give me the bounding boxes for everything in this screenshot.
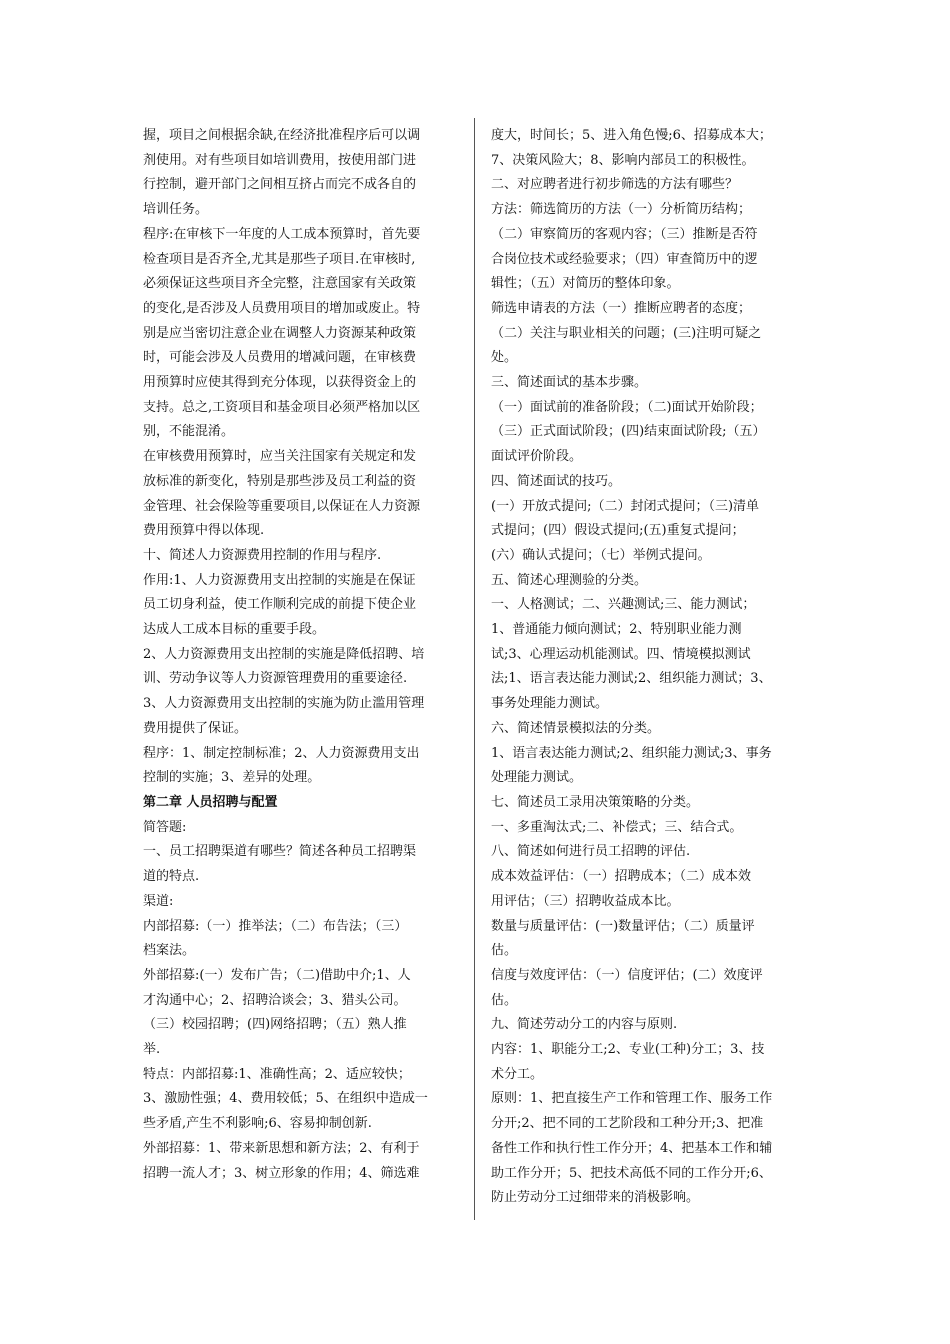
text-line: 方法：筛选简历的方法（一）分析简历结构； xyxy=(491,202,752,218)
text-line: 费用提供了保证。 xyxy=(143,720,248,736)
text-line: 度大，时间长；5、进入角色慢;6、招募成本大； xyxy=(491,128,772,143)
text-line: 式提问；(四）假设式提问;(五)重复式提问； xyxy=(491,523,745,539)
text-line: 一、多重淘汰式;二、补偿式；三、结合式。 xyxy=(491,819,743,835)
text-line: 内部招募:（一）推举法；（二）布告法；（三） xyxy=(143,918,408,934)
text-line: （三）校园招聘；(四)网络招聘；（五）熟人推 xyxy=(143,1017,407,1033)
text-line: 3、激励性强；4、费用较低；5、在组织中造成一 xyxy=(143,1091,428,1107)
text-line: 合岗位技术或经验要求；（四）审查简历中的逻 xyxy=(491,251,758,267)
text-line: 行控制，避开部门之间相互挤占而完不成各自的 xyxy=(143,177,417,193)
text-line: 术分工。 xyxy=(491,1066,544,1082)
text-line: 外部招募：1、带来新思想和新方法；2、有利于 xyxy=(143,1140,420,1156)
text-line: 用预算时应使其得到充分体现，以获得资金上的 xyxy=(143,375,417,391)
text-line: 内容：1、职能分工;2、专业(工种)分工；3、技 xyxy=(491,1042,765,1058)
text-line: (一）开放式提问;（二）封闭式提问；（三)清单 xyxy=(491,498,760,514)
chapter-heading: 第二章 人员招聘与配置 xyxy=(143,794,278,810)
text-line: 数量与质量评估：(一)数量评估；（二）质量评 xyxy=(491,918,755,934)
text-line: 估。 xyxy=(491,992,518,1008)
text-line: 四、简述面试的技巧。 xyxy=(491,473,622,489)
text-line: 原则：1、把直接生产工作和管理工作、服务工作 xyxy=(491,1091,773,1107)
text-line: 支持。总之,工资项目和基金项目必须严格加以区 xyxy=(143,399,421,415)
text-line: 放标准的新变化，特别是那些涉及员工利益的资 xyxy=(143,473,417,489)
text-line: 面试评价阶段。 xyxy=(491,449,583,465)
text-line: 档案法。 xyxy=(143,943,196,959)
text-line: （二）关注与职业相关的问题；(三)注明可疑之 xyxy=(491,325,762,341)
text-line: 试;3、心理运动机能测试。四、情境模拟测试 xyxy=(491,646,751,662)
text-line: 十、简述人力资源费用控制的作用与程序. xyxy=(143,547,382,563)
text-line: 培训任务。 xyxy=(143,202,209,218)
text-line: 检查项目是否齐全,尤其是那些子项目.在审核时, xyxy=(143,251,416,267)
text-line: 三、简述面试的基本步骤。 xyxy=(491,375,648,391)
text-line: 费用预算中得以体现. xyxy=(143,523,265,539)
text-line: 助工作分开；5、把技术高低不同的工作分开;6、 xyxy=(491,1165,772,1181)
right-text-column xyxy=(491,124,809,1211)
text-line: 五、简述心理测验的分类。 xyxy=(491,572,648,588)
text-line: 法;1、语言表达能力测试;2、组织能力测试；3、 xyxy=(491,671,772,687)
text-line: 外部招募:(一）发布广告；（二)借助中介;1、人 xyxy=(143,967,411,983)
text-line: 简答题: xyxy=(143,819,187,835)
text-line: （一）面试前的准备阶段；（二)面试开始阶段； xyxy=(491,399,763,415)
text-line: 分开;2、把不同的工艺阶段和工种分开;3、把准 xyxy=(491,1116,764,1132)
text-line: 一、员工招聘渠道有哪些？简述各种员工招聘渠 xyxy=(143,844,417,860)
text-line: 用评估；（三）招聘收益成本比。 xyxy=(491,893,680,909)
text-line: （二）审察简历的客观内容；（三）推断是否符 xyxy=(491,226,758,242)
text-line: 渠道: xyxy=(143,893,174,909)
left-text-column xyxy=(143,124,461,1186)
text-line: 2、人力资源费用支出控制的实施是降低招聘、培 xyxy=(143,646,425,662)
text-line: 举. xyxy=(143,1042,161,1058)
text-line: 八、简述如何进行员工招聘的评估. xyxy=(491,844,691,860)
text-line: 时，可能会涉及人员费用的增减问题，在审核费 xyxy=(143,350,417,366)
text-line: 剂使用。对有些项目如培训费用，按使用部门进 xyxy=(143,152,417,168)
text-line: 筛选申请表的方法（一）推断应聘者的态度； xyxy=(491,300,752,316)
text-line: 必须保证这些项目齐全完整，注意国家有关政策 xyxy=(143,276,417,292)
text-line: 金管理、社会保险等重要项目,以保证在人力资源 xyxy=(143,498,421,514)
text-line: 1、语言表达能力测试;2、组织能力测试;3、事务 xyxy=(491,745,772,761)
text-line: 作用:1、人力资源费用支出控制的实施是在保证 xyxy=(143,572,416,588)
text-line: 六、简述情景模拟法的分类。 xyxy=(491,720,661,736)
text-line: 达成人工成本目标的重要手段。 xyxy=(143,622,326,638)
text-line: 程序:在审核下一年度的人工成本预算时，首先要 xyxy=(143,226,421,242)
text-line: 辑性；（五）对简历的整体印象。 xyxy=(491,276,680,292)
text-line: 别，不能混淆。 xyxy=(143,424,235,440)
text-line: 道的特点. xyxy=(143,869,200,885)
text-line: 才沟通中心；2、招聘洽谈会；3、猎头公司。 xyxy=(143,992,407,1008)
text-line: 控制的实施；3、差异的处理。 xyxy=(143,770,321,786)
text-line: 握，项目之间根据余缺,在经济批准程序后可以调 xyxy=(143,128,421,143)
text-line: 训、劳动争议等人力资源管理费用的重要途径. xyxy=(143,671,408,687)
text-line: 处理能力测试。 xyxy=(491,770,583,786)
text-line: 特点：内部招募:1、准确性高；2、适应较快； xyxy=(143,1066,411,1082)
text-line: 员工切身利益，使工作顺利完成的前提下使企业 xyxy=(143,597,417,613)
text-line: 二、对应聘者进行初步筛选的方法有哪些？ xyxy=(491,177,739,193)
text-line: 在审核费用预算时，应当关注国家有关规定和发 xyxy=(143,449,417,465)
column-divider xyxy=(474,118,475,1220)
text-line: (六）确认式提问；（七）举例式提问。 xyxy=(491,547,711,563)
text-line: 7、决策风险大；8、影响内部员工的积极性。 xyxy=(491,152,755,168)
text-line: 防止劳动分工过细带来的消极影响。 xyxy=(491,1190,700,1206)
text-line: 3、人力资源费用支出控制的实施为防止滥用管理 xyxy=(143,696,425,712)
text-line: 别是应当密切注意企业在调整人力资源某种政策 xyxy=(143,325,417,341)
text-line: 事务处理能力测试。 xyxy=(491,696,609,712)
text-line: 估。 xyxy=(491,943,518,959)
text-line: 备性工作和执行性工作分开；4、把基本工作和辅 xyxy=(491,1140,773,1156)
text-line: 1、普通能力倾向测试；2、特别职业能力测 xyxy=(491,622,742,638)
text-line: 九、简述劳动分工的内容与原则. xyxy=(491,1017,678,1033)
text-line: 处。 xyxy=(491,350,518,366)
text-line: 七、简述员工录用决策策略的分类。 xyxy=(491,794,700,810)
text-line: 信度与效度评估：（一）信度评估；(二）效度评 xyxy=(491,967,763,983)
text-line: 些矛盾,产生不利影响;6、容易抑制创新. xyxy=(143,1116,372,1132)
text-line: 程序：1、制定控制标准；2、人力资源费用支出 xyxy=(143,745,420,761)
text-line: 招聘一流人才；3、树立形象的作用；4、筛选难 xyxy=(143,1165,420,1181)
text-line: 一、人格测试；二、兴趣测试;三、能力测试； xyxy=(491,597,756,613)
text-line: 成本效益评估：（一）招聘成本；（二）成本效 xyxy=(491,869,752,885)
text-line: 的变化,是否涉及人员费用项目的增加或废止。特 xyxy=(143,300,421,316)
text-line: （三）正式面试阶段；(四)结束面试阶段;（五） xyxy=(491,424,766,440)
